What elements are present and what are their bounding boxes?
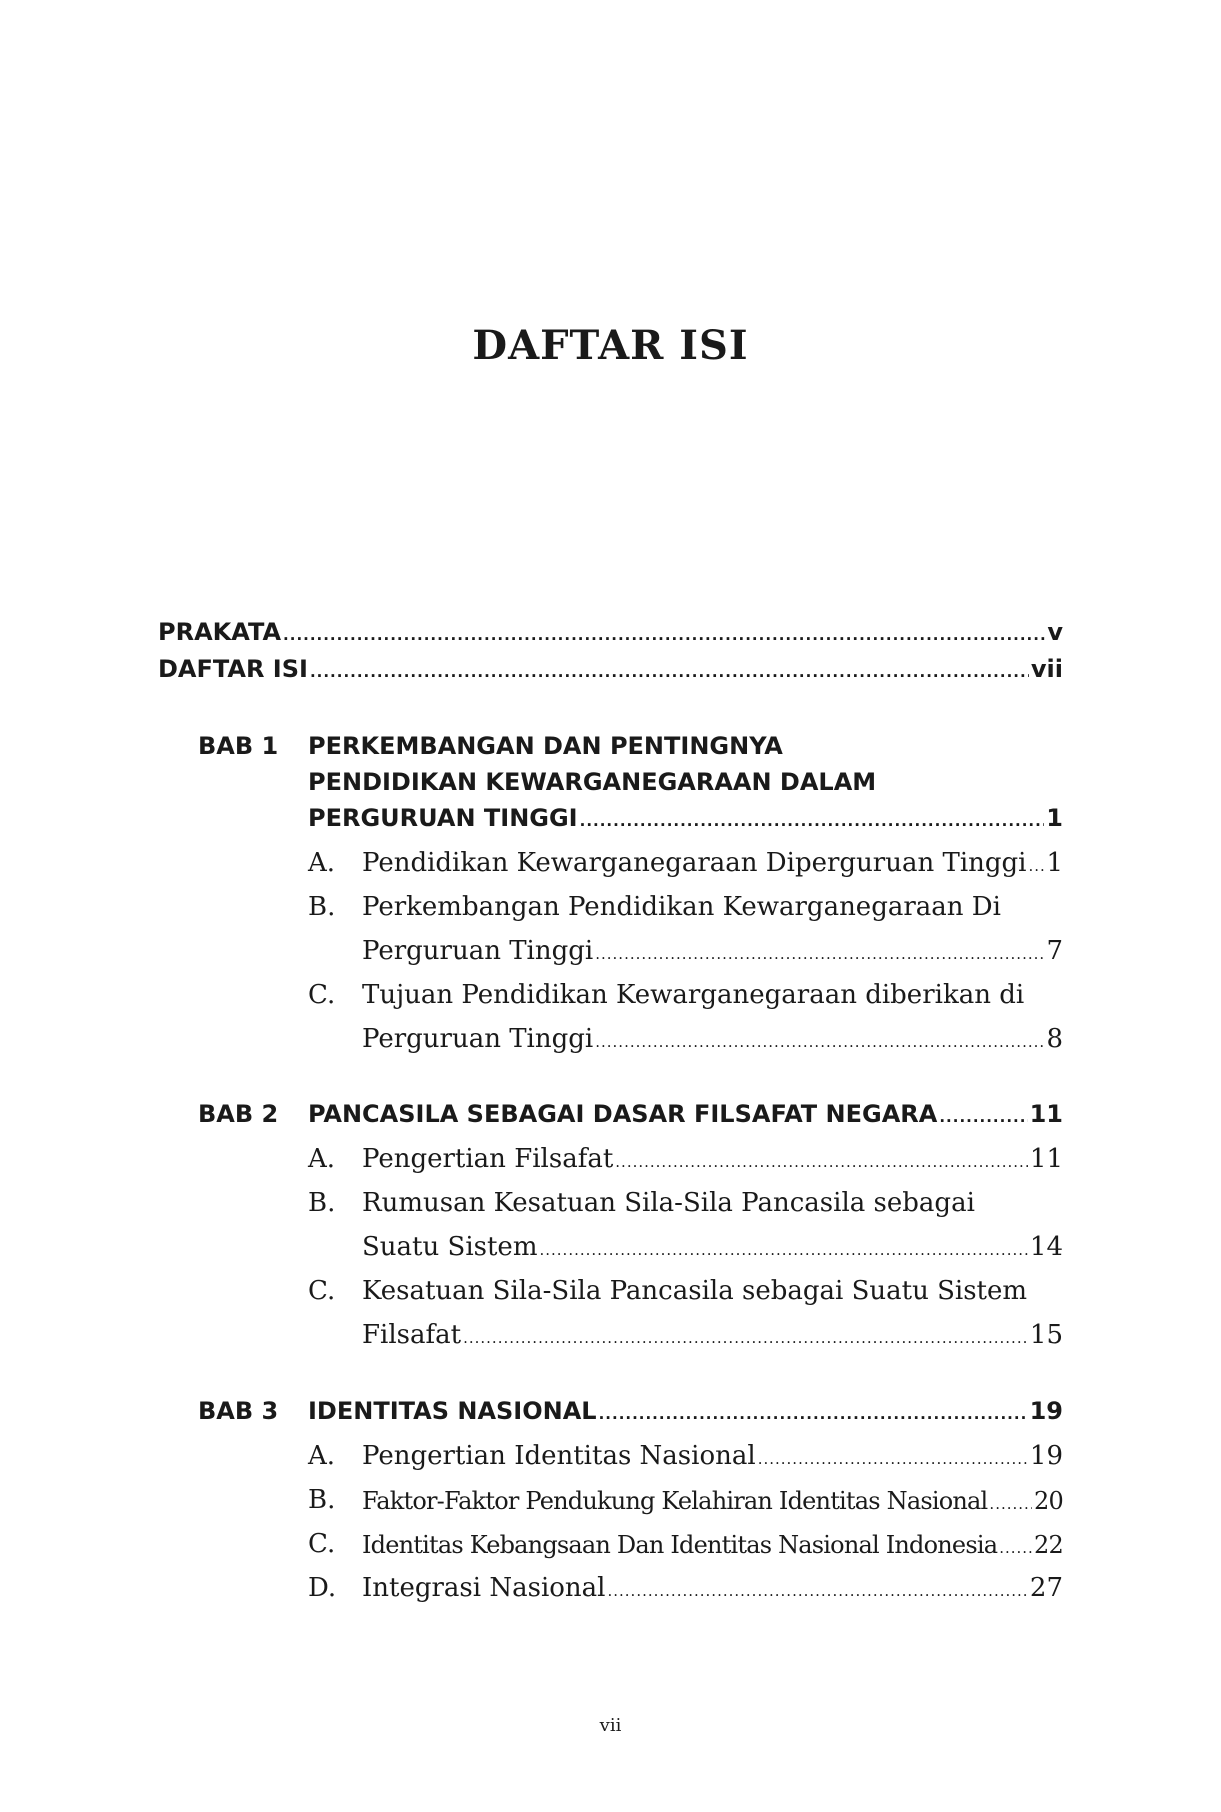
dot-leader	[595, 945, 1044, 963]
section-title: Faktor-Faktor Pendukung Kelahiran Identitas Nasional	[362, 1487, 988, 1515]
toc-section-1a[interactable]	[362, 848, 1063, 878]
dot-leader	[463, 1329, 1028, 1347]
toc-entry-daftar-isi[interactable]	[158, 655, 1063, 683]
section-letter: D.	[308, 1573, 337, 1603]
section-letter: C.	[308, 980, 336, 1010]
toc-entry-page: 8	[1046, 1024, 1063, 1054]
dot-leader	[283, 626, 1045, 644]
dot-leader	[310, 663, 1029, 681]
dot-leader	[758, 1450, 1028, 1468]
toc-entry-prakata[interactable]	[158, 618, 1063, 646]
section-title: Pengertian Filsafat	[362, 1144, 614, 1174]
toc-entry-page: 19	[1029, 1397, 1063, 1425]
chapter-title-last: PERGURUAN TINGGI	[308, 804, 578, 832]
dot-leader	[595, 1033, 1044, 1051]
toc-section-3c[interactable]	[362, 1531, 1063, 1559]
page-title: DAFTAR ISI	[472, 322, 749, 369]
chapter-title-last: IDENTITAS NASIONAL	[308, 1397, 597, 1425]
toc-entry-page: 19	[1029, 1441, 1063, 1471]
section-title: Integrasi Nasional	[362, 1573, 606, 1603]
toc-entry-label: DAFTAR ISI	[158, 655, 308, 683]
section-title-line: Kesatuan Sila-Sila Pancasila sebagai Suatu Sistem	[362, 1276, 1028, 1306]
toc-entry-page: vii	[1030, 655, 1063, 683]
section-title: Perguruan Tinggi	[362, 936, 594, 966]
toc-entry-page: 1	[1046, 848, 1063, 878]
toc-entry-page: 11	[1029, 1100, 1063, 1128]
toc-entry-page: 7	[1046, 936, 1063, 966]
section-letter: C.	[308, 1276, 336, 1306]
toc-section-1b[interactable]	[362, 936, 1063, 966]
page-number: vii	[599, 1715, 622, 1736]
chapter-title-last: PANCASILA SEBAGAI DASAR FILSAFAT NEGARA	[308, 1100, 938, 1128]
toc-section-3b[interactable]	[362, 1487, 1063, 1515]
dot-leader	[989, 1495, 1032, 1513]
chapter-title-line: PENDIDIKAN KEWARGANEGARAAN DALAM	[308, 768, 877, 796]
toc-section-3a[interactable]	[362, 1441, 1063, 1471]
section-title-line: Rumusan Kesatuan Sila-Sila Pancasila sebagai	[362, 1188, 975, 1218]
dot-leader	[615, 1153, 1028, 1171]
section-letter: B.	[308, 892, 336, 922]
dot-leader	[1029, 857, 1045, 875]
section-letter: B.	[308, 1485, 336, 1515]
section-letter: A.	[308, 1441, 336, 1471]
section-title: Identitas Kebangsaan Dan Identitas Nasional Indonesia	[362, 1531, 998, 1559]
chapter-title-line: PERKEMBANGAN DAN PENTINGNYA	[308, 732, 783, 760]
toc-section-2b[interactable]	[362, 1232, 1063, 1262]
section-letter: A.	[308, 1144, 336, 1174]
dot-leader	[539, 1241, 1027, 1259]
chapter-number: BAB 3	[198, 1397, 279, 1425]
section-title-line: Tujuan Pendidikan Kewarganegaraan diberikan di	[362, 980, 1025, 1010]
section-letter: A.	[308, 848, 336, 878]
toc-section-2c[interactable]	[362, 1320, 1063, 1350]
section-letter: B.	[308, 1188, 336, 1218]
dot-leader	[939, 1108, 1027, 1126]
toc-entry-page: 20	[1034, 1487, 1063, 1515]
section-letter: C.	[308, 1529, 336, 1559]
toc-chapter-3[interactable]	[308, 1397, 1063, 1425]
section-title: Suatu Sistem	[362, 1232, 538, 1262]
dot-leader	[607, 1582, 1027, 1600]
chapter-number: BAB 2	[198, 1100, 279, 1128]
toc-section-1c[interactable]	[362, 1024, 1063, 1054]
toc-entry-page: 27	[1029, 1573, 1063, 1603]
toc-section-2a[interactable]	[362, 1144, 1063, 1174]
section-title: Pendidikan Kewarganegaraan Diperguruan Tinggi	[362, 848, 1027, 878]
section-title: Pengertian Identitas Nasional	[362, 1441, 756, 1471]
dot-leader	[999, 1539, 1032, 1557]
toc-chapter-1[interactable]	[308, 804, 1063, 832]
toc-entry-page: v	[1047, 618, 1063, 646]
toc-chapter-2[interactable]	[308, 1100, 1063, 1128]
toc-entry-page: 14	[1029, 1232, 1063, 1262]
toc-entry-page: 15	[1029, 1320, 1063, 1350]
toc-entry-page: 22	[1034, 1531, 1063, 1559]
chapter-number: BAB 1	[198, 732, 279, 760]
toc-entry-page: 1	[1046, 804, 1063, 832]
dot-leader	[599, 1405, 1028, 1423]
toc-section-3d[interactable]	[362, 1573, 1063, 1603]
dot-leader	[580, 812, 1045, 830]
section-title: Filsafat	[362, 1320, 462, 1350]
section-title: Perguruan Tinggi	[362, 1024, 594, 1054]
toc-entry-page: 11	[1029, 1144, 1063, 1174]
toc-entry-label: PRAKATA	[158, 618, 282, 646]
section-title-line: Perkembangan Pendidikan Kewarganegaraan Di	[362, 892, 1001, 922]
